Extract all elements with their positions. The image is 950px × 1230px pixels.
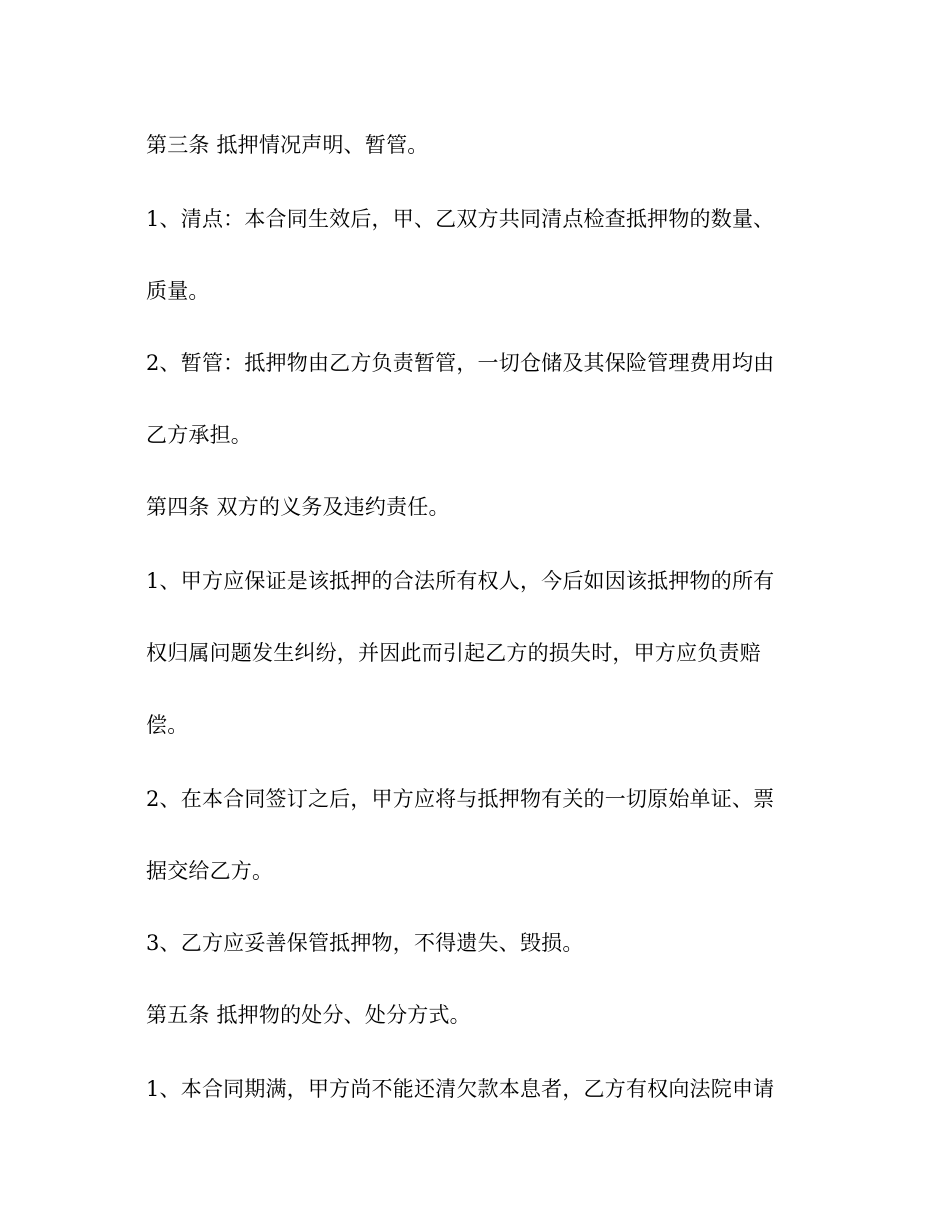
- article-4-clause-1-line-1: 1、甲方应保证是该抵押的合法所有权人，今后如因该抵押物的所有: [146, 569, 775, 593]
- article-5-heading: 第五条 抵押物的处分、处分方式。: [146, 1003, 471, 1027]
- article-3-clause-2-line-2: 乙方承担。: [146, 423, 252, 447]
- article-4-clause-1-line-2: 权归属问题发生纠纷，并因此而引起乙方的损失时，甲方应负责赔: [146, 641, 761, 665]
- article-4-clause-2-line-1: 2、在本合同签订之后，甲方应将与抵押物有关的一切原始单证、票: [146, 787, 775, 811]
- article-3-clause-1-line-2: 质量。: [146, 279, 210, 303]
- article-4-clause-3: 3、乙方应妥善保管抵押物，不得遗失、毁损。: [146, 931, 584, 955]
- article-4-clause-2-line-2: 据交给乙方。: [146, 859, 274, 883]
- article-5-clause-1-line-1: 1、本合同期满，甲方尚不能还清欠款本息者，乙方有权向法院申请: [146, 1077, 775, 1101]
- article-3-heading: 第三条 抵押情况声明、暂管。: [146, 133, 429, 157]
- article-4-heading: 第四条 双方的义务及违约责任。: [146, 495, 450, 519]
- article-3-clause-2-line-1: 2、暂管：抵押物由乙方负责暂管，一切仓储及其保险管理费用均由: [146, 351, 775, 375]
- article-3-clause-1-line-1: 1、清点：本合同生效后，甲、乙双方共同清点检查抵押物的数量、: [146, 207, 775, 231]
- article-4-clause-1-line-3: 偿。: [146, 713, 189, 737]
